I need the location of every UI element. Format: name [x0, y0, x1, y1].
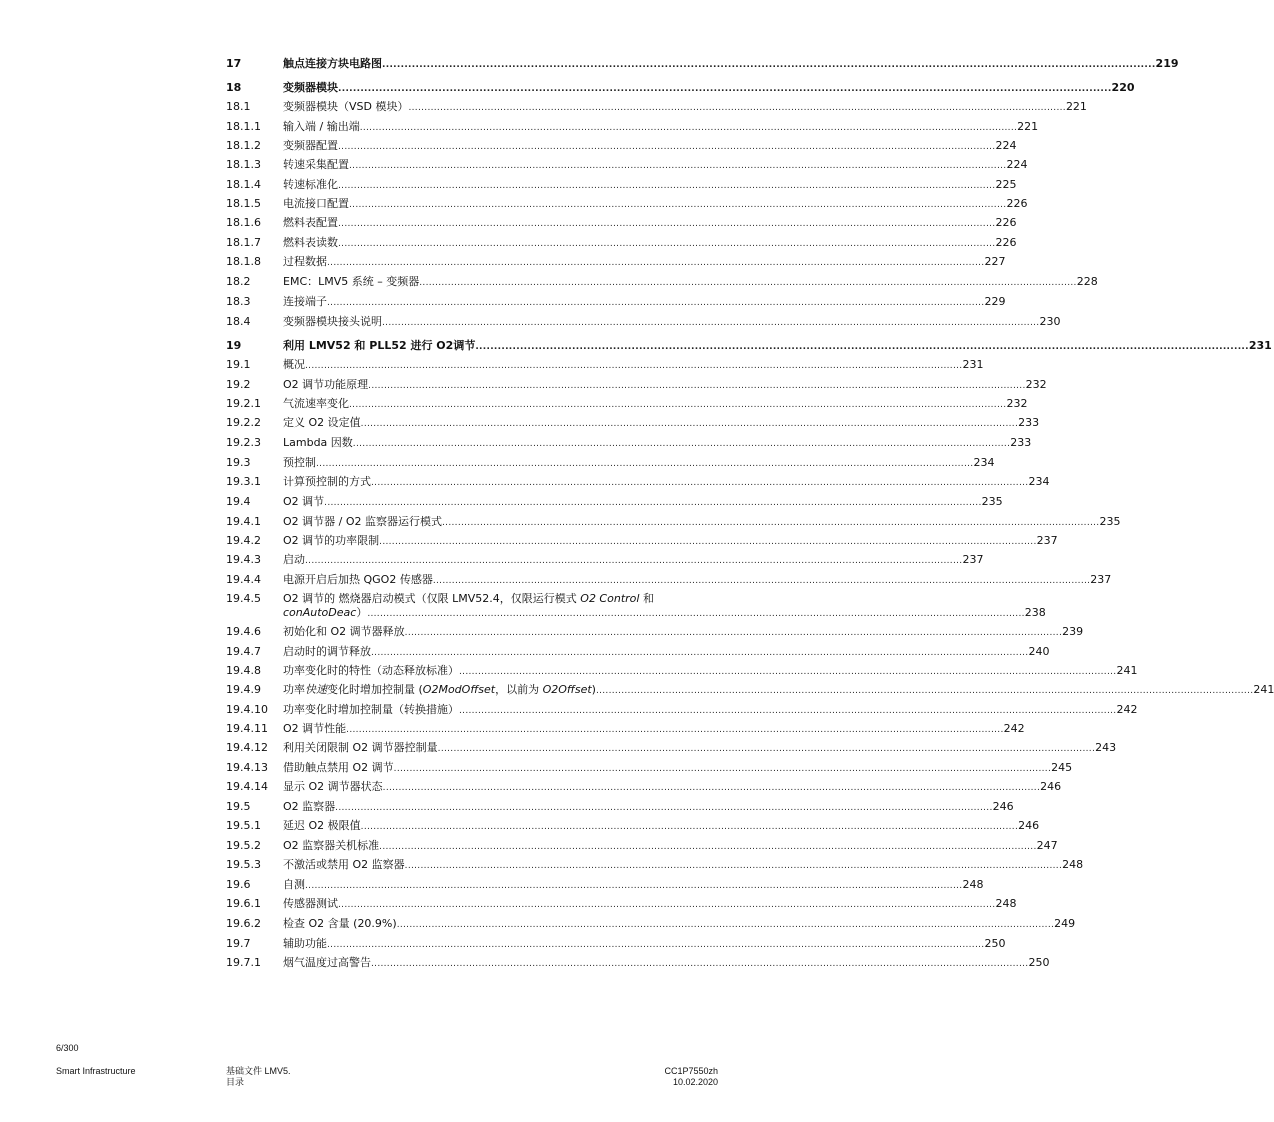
toc-page-number: 243: [1095, 741, 1117, 755]
toc-section-number: 18.1: [226, 100, 251, 114]
toc-section-number: 18.1.3: [226, 158, 261, 172]
dot-leader: [382, 317, 1039, 329]
toc-page-number: 235: [981, 495, 1003, 509]
dot-leader: [338, 238, 995, 250]
toc-entry-title: 烟气温度过高警告: [283, 956, 371, 970]
toc-page-number: 228: [1076, 275, 1098, 289]
dot-leader: [397, 919, 1054, 931]
toc-page-number: 233: [1018, 416, 1040, 430]
toc-section-number: 19.4.9: [226, 683, 261, 697]
toc-entry-title: 辅助功能: [283, 936, 327, 950]
dot-leader: [371, 958, 1028, 970]
toc-entry[interactable]: [226, 255, 1006, 269]
toc-section-number: 19.2.2: [226, 416, 261, 430]
title-part-italic: O2ModOffset: [422, 683, 496, 697]
toc-entry-title: Lambda 因数: [283, 435, 353, 449]
toc-entry[interactable]: [226, 572, 1112, 587]
toc-page-number: 221: [1017, 119, 1039, 133]
toc-entry[interactable]: [226, 533, 1058, 548]
toc-page-number: 226: [995, 216, 1017, 230]
title-part: ）: [356, 605, 368, 619]
title-part: 功率: [283, 683, 305, 697]
toc-entry[interactable]: [226, 339, 1272, 353]
toc-entry[interactable]: [226, 878, 984, 892]
toc-entry[interactable]: [226, 315, 1061, 329]
dot-leader: [379, 841, 1036, 853]
title-part-italic: O2 Control: [580, 591, 640, 605]
dot-leader: [327, 257, 984, 269]
toc-entry[interactable]: [226, 397, 1028, 411]
toc-page-number: 225: [995, 177, 1017, 191]
dot-leader: [327, 939, 984, 951]
toc-entry[interactable]: [226, 216, 1017, 230]
toc-section-number: 19.4.5: [226, 591, 261, 605]
dot-leader: [371, 477, 1028, 489]
toc-entry-title: 气流速率变化: [283, 397, 349, 411]
toc-entry[interactable]: [226, 119, 1039, 134]
toc-entry-title: [283, 683, 596, 697]
toc-page-number: 224: [1006, 158, 1028, 172]
dot-leader: [459, 666, 1116, 678]
toc-section-number: 19.4.13: [226, 760, 268, 774]
dot-leader: [361, 821, 1018, 833]
toc-entry[interactable]: [226, 475, 1050, 489]
toc-page-number: 231: [962, 358, 984, 372]
toc-entry[interactable]: [226, 553, 984, 567]
toc-entry-title: 变频器模块（VSD 模块）: [283, 100, 409, 114]
toc-entry[interactable]: [226, 663, 1138, 678]
toc-entry[interactable]: [226, 514, 1121, 529]
toc-entry-title: EMC：LMV5 系统 – 变频器: [283, 275, 420, 289]
dot-leader: [475, 341, 1249, 353]
toc-entry-title: O2 调节: [283, 495, 325, 509]
toc-section-number: 19.3.1: [226, 475, 261, 489]
toc-page-number: 247: [1036, 838, 1058, 852]
toc-entry-title: 利用关闭限制 O2 调节器控制量: [283, 741, 438, 755]
toc-entry[interactable]: [226, 956, 1050, 970]
dot-leader: [371, 647, 1028, 659]
dot-leader: [408, 102, 1065, 114]
toc-section-number: 19.6.1: [226, 897, 261, 911]
toc-page-number: 246: [1018, 819, 1040, 833]
toc-entry-title: 不激活或禁用 O2 监察器: [283, 858, 405, 871]
toc-entry-title: 传感器测试: [283, 897, 338, 911]
toc-section-number: 19.4.14: [226, 779, 268, 793]
toc-section-number: 19.4.7: [226, 644, 261, 658]
footer-doc-name: 基础文件 LMV5.: [226, 1066, 291, 1076]
toc-entry[interactable]: [226, 275, 1098, 289]
toc-page-number: 232: [1025, 377, 1047, 391]
toc-section-number: 19.4.10: [226, 702, 268, 716]
dot-leader: [349, 160, 1006, 172]
dot-leader: [379, 536, 1036, 548]
toc-entry[interactable]: [226, 435, 1032, 450]
toc-entry[interactable]: [226, 57, 1179, 71]
toc-page-number: 248: [1062, 858, 1084, 871]
dot-leader: [382, 59, 1156, 71]
toc-entry[interactable]: [226, 936, 1006, 951]
toc-section-number: 19.4.3: [226, 553, 261, 567]
title-part: ): [591, 683, 596, 697]
toc-page-number: 226: [1006, 197, 1028, 211]
toc-entry[interactable]: [226, 625, 1084, 639]
toc-entry[interactable]: [226, 235, 1017, 250]
toc-section-number: 19.5.1: [226, 819, 261, 833]
toc-section-number: 19: [226, 339, 242, 353]
toc-entry[interactable]: [226, 358, 984, 372]
toc-page-number: 240: [1028, 644, 1050, 658]
footer-section: 目录: [226, 1077, 245, 1087]
toc-entry-title-cont: [283, 606, 367, 620]
toc-entry[interactable]: [226, 158, 1028, 172]
toc-entry-title: 转速标准化: [283, 177, 338, 191]
toc-page-number: 232: [1006, 397, 1028, 411]
footer-doc-code: CC1P7550zh: [664, 1066, 718, 1076]
dot-leader: [305, 360, 962, 372]
toc-page-number: 241: [1253, 683, 1274, 697]
toc-section-number: 19.3: [226, 455, 251, 469]
dot-leader: [335, 802, 992, 814]
toc-entry-title: 转速采集配置: [283, 158, 349, 172]
toc-section-number: 19.2.3: [226, 435, 261, 449]
title-part: O2 调节的 燃烧器启动模式（仅限 LMV52.4，仅限运行模式: [283, 591, 581, 605]
dot-leader: [442, 517, 1099, 529]
toc-entry-title: 变频器模块接头说明: [283, 315, 382, 329]
toc-entry-title: [283, 592, 1046, 606]
toc-entry-title: O2 调节性能: [283, 721, 347, 735]
table-of-contents: [226, 57, 1274, 975]
toc-page-number: 248: [962, 878, 984, 891]
toc-entry-title: 启动时的调节释放: [283, 644, 371, 658]
toc-entry[interactable]: [226, 177, 1017, 192]
toc-entry-title: O2 监察器: [283, 799, 336, 813]
toc-section-number: 18.2: [226, 275, 251, 289]
dot-leader: [305, 555, 962, 567]
toc-page-number: 246: [1040, 779, 1062, 793]
toc-page-number: 234: [1028, 475, 1050, 489]
toc-section-number: 19.5.3: [226, 858, 261, 871]
toc-entry[interactable]: [226, 799, 1014, 814]
toc-entry[interactable]: [226, 838, 1058, 853]
toc-entry-title: 变频器模块: [283, 81, 338, 94]
toc-section-number: 18.1.6: [226, 216, 261, 230]
toc-entry-title: 预控制: [283, 455, 316, 469]
toc-entry-title: 电流接口配置: [283, 197, 349, 211]
dot-leader: [346, 724, 1003, 736]
toc-section-number: 18.4: [226, 315, 251, 329]
toc-entry-title: 燃料表读数: [283, 235, 338, 249]
toc-entry-title: 过程数据: [283, 255, 327, 269]
toc-page-number: 227: [984, 255, 1006, 269]
title-part-italic: 快速: [305, 683, 327, 697]
toc-entry[interactable]: [226, 819, 1040, 833]
toc-section-number: 17: [226, 57, 242, 70]
toc-section-number: 19.4.4: [226, 572, 261, 586]
dot-leader: [596, 685, 1253, 697]
toc-entry-title: 延迟 O2 极限值: [283, 819, 361, 833]
toc-entry-title: 输入端 / 输出端: [283, 119, 360, 133]
title-part-italic: conAutoDeac: [283, 605, 357, 619]
toc-entry[interactable]: [226, 858, 1084, 872]
dot-leader: [349, 199, 1006, 211]
dot-leader: [338, 899, 995, 911]
toc-entry-title: 连接端子: [283, 295, 327, 309]
toc-section-number: 19.4.6: [226, 625, 261, 639]
toc-entry-title: 利用 LMV52 和 PLL52 进行 O2调节: [283, 339, 476, 353]
dot-leader: [383, 782, 1040, 794]
toc-section-number: 19.4.2: [226, 533, 261, 547]
toc-section-number: 19.4: [226, 495, 251, 509]
toc-entry[interactable]: [226, 416, 1040, 430]
toc-entry-title: 功率变化时增加控制量（转换措施）: [283, 702, 459, 716]
toc-page-number: 231: [1248, 339, 1272, 353]
dot-leader: [405, 627, 1062, 639]
toc-section-number: 18.1.1: [226, 119, 261, 133]
dot-leader: [305, 880, 962, 892]
footer-company: Smart Infrastructure: [56, 1066, 136, 1076]
toc-entry[interactable]: [226, 197, 1028, 211]
toc-page-number: 250: [984, 936, 1006, 950]
toc-page-number: 249: [1054, 916, 1076, 930]
toc-entry[interactable]: [226, 495, 1003, 509]
toc-page-number: 235: [1099, 514, 1121, 528]
toc-entry[interactable]: [226, 139, 1017, 153]
toc-page-number: 246: [992, 799, 1014, 813]
title-part-italic: O2Offset: [542, 683, 592, 697]
toc-entry[interactable]: [226, 741, 1117, 755]
toc-entry-title: 借助触点禁用 O2 调节: [283, 760, 394, 774]
dot-leader: [338, 83, 1112, 95]
toc-section-number: 19.7.1: [226, 956, 261, 970]
toc-section-number: 19.4.12: [226, 741, 268, 755]
dot-leader: [327, 297, 984, 309]
toc-page-number: 233: [1010, 435, 1032, 449]
dot-leader: [338, 180, 995, 192]
toc-entry-title: 自测: [283, 878, 305, 891]
toc-page-number: 238: [1024, 605, 1046, 619]
toc-entry-title: 检查 O2 含量 (20.9%): [283, 916, 397, 930]
dot-leader: [349, 399, 1006, 411]
toc-entry-title: O2 调节功能原理: [283, 377, 369, 391]
dot-leader: [360, 122, 1017, 134]
toc-page-number: 248: [995, 897, 1017, 911]
toc-section-number: 18.1.2: [226, 139, 261, 153]
page-number: 6/300: [56, 1043, 79, 1053]
toc-page-number: 230: [1039, 315, 1061, 329]
title-part: ，以前为: [495, 683, 543, 697]
toc-entry[interactable]: [226, 644, 1050, 659]
toc-page-number: 220: [1111, 81, 1135, 94]
dot-leader: [338, 218, 995, 230]
footer-document-title: [226, 1066, 291, 1088]
toc-entry-title: 启动: [283, 553, 305, 567]
toc-page-number: 237: [962, 553, 984, 567]
toc-section-number: 18.1.5: [226, 197, 261, 211]
toc-entry[interactable]: [226, 702, 1138, 717]
dot-leader: [361, 418, 1018, 430]
dot-leader: [316, 458, 973, 470]
toc-entry[interactable]: [226, 760, 1073, 775]
toc-page-number: 241: [1116, 663, 1138, 677]
toc-entry[interactable]: [226, 779, 1062, 794]
toc-section-number: 19.2.1: [226, 397, 261, 411]
toc-entry-title: 初始化和 O2 调节器释放: [283, 625, 405, 639]
toc-entry-title: O2 调节器 / O2 监察器运行模式: [283, 514, 443, 528]
toc-entry[interactable]: [226, 100, 1087, 114]
toc-section-number: 19.5.2: [226, 838, 261, 852]
toc-page-number: 234: [973, 455, 995, 469]
toc-page-number: 237: [1036, 533, 1058, 547]
toc-entry-title: 变频器配置: [283, 139, 338, 153]
dot-leader: [338, 141, 995, 153]
toc-section-number: 19.7: [226, 936, 251, 950]
toc-page-number: 239: [1062, 625, 1084, 639]
toc-page-number: 224: [995, 139, 1017, 153]
toc-entry-title: 功率变化时的特性（动态释放标准）: [283, 663, 459, 677]
dot-leader: [368, 380, 1025, 392]
toc-section-number: 19.4.1: [226, 514, 261, 528]
title-part: 变化时增加控制量 (: [327, 683, 423, 697]
toc-section-number: 19.4.11: [226, 721, 268, 735]
dot-leader: [419, 277, 1076, 289]
toc-section-number: 18.1.4: [226, 177, 261, 191]
footer-date: 10.02.2020: [672, 1077, 718, 1087]
toc-entry-title: 触点连接方块电路图: [283, 57, 382, 70]
toc-entry-title: 定义 O2 设定值: [283, 416, 361, 430]
toc-section-number: 18.3: [226, 295, 251, 309]
toc-entry[interactable]: [226, 81, 1135, 95]
toc-entry[interactable]: [226, 683, 1274, 697]
dot-leader: [367, 608, 1024, 620]
toc-section-number: 19.1: [226, 358, 251, 372]
dot-leader: [459, 705, 1116, 717]
toc-section-number: 19.5: [226, 799, 251, 813]
dot-leader: [324, 497, 981, 509]
toc-page-number: 219: [1155, 57, 1179, 70]
toc-entry[interactable]: [226, 377, 1047, 392]
toc-page-number: 242: [1116, 702, 1138, 716]
toc-page-number: 229: [984, 295, 1006, 309]
toc-entry[interactable]: [226, 295, 1006, 309]
dot-leader: [405, 860, 1062, 872]
toc-entry-title: 概况: [283, 358, 305, 372]
toc-section-number: 19.6: [226, 878, 251, 891]
toc-section-number: 18.1.7: [226, 235, 261, 249]
toc-entry[interactable]: [226, 721, 1025, 736]
toc-page-number: 245: [1051, 760, 1073, 774]
toc-entry-title: O2 监察器关机标准: [283, 838, 380, 852]
toc-section-number: 18: [226, 81, 242, 94]
toc-entry-title: 燃料表配置: [283, 216, 338, 230]
dot-leader: [438, 743, 1095, 755]
toc-entry-title: 显示 O2 调节器状态: [283, 779, 383, 793]
toc-entry-title: 电源开启后加热 QGO2 传感器: [283, 572, 433, 586]
toc-entry[interactable]: [226, 897, 1017, 911]
dot-leader: [353, 438, 1010, 450]
toc-section-number: 19.6.2: [226, 916, 261, 930]
title-part: 和: [639, 591, 654, 605]
toc-section-number: 18.1.8: [226, 255, 261, 269]
footer-document-id: [664, 1066, 718, 1088]
toc-entry-title: 计算预控制的方式: [283, 475, 371, 489]
toc-entry[interactable]: [226, 916, 1076, 931]
toc-page-number: 250: [1028, 956, 1050, 970]
toc-section-number: 19.4.8: [226, 663, 261, 677]
toc-page-number: 242: [1003, 721, 1025, 735]
dot-leader: [433, 575, 1090, 587]
dot-leader: [394, 763, 1051, 775]
toc-page-number: 221: [1065, 100, 1087, 114]
toc-entry[interactable]: [226, 591, 1046, 620]
toc-entry-title: O2 调节的功率限制: [283, 533, 380, 547]
toc-page-number: 237: [1090, 572, 1112, 586]
toc-section-number: 19.2: [226, 377, 251, 391]
toc-page-number: 226: [995, 235, 1017, 249]
toc-entry[interactable]: [226, 455, 995, 470]
